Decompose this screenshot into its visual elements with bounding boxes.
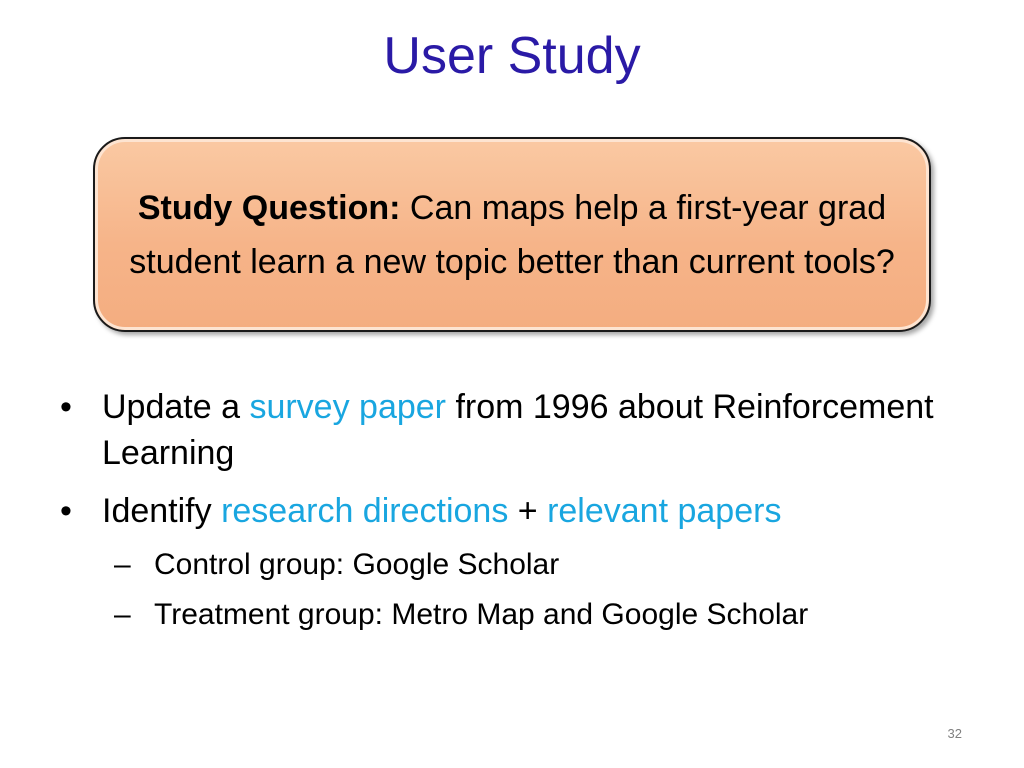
sub-bullet-list [102,540,980,640]
bullet-text: Identify [102,492,222,530]
bullet-text: from 1996 about Reinforcement Learning [102,388,934,472]
sub-bullet-text: Control group: Google Scholar [154,548,560,581]
bullet-text: Update a [102,388,250,426]
sub-bullet-marker: – [114,548,131,581]
bullet-text: + [508,492,548,530]
study-question-label: Study Question: [137,188,401,227]
slide-title: User Study [383,27,641,85]
bullet-item-update [60,384,980,476]
sub-bullet-treatment-group [114,590,980,640]
bullet-list [60,384,980,652]
sub-bullet-control-group [114,540,980,590]
page-number: 32 [947,726,962,741]
sub-bullet-text: Treatment group: Metro Map and Google Scholar [154,598,809,631]
study-question-body: Can maps help a first-year grad student learn a new topic better than current tools? [129,188,895,281]
highlight-relevant-papers: relevant papers [547,492,782,530]
sub-bullet-marker: – [114,598,131,631]
bullet-marker: • [60,492,72,530]
bullet-marker: • [60,388,72,426]
highlight-research-directions: research directions [221,492,509,530]
study-question-box [93,137,931,332]
highlight-survey-paper: survey paper [249,388,446,426]
study-question-text [113,181,911,289]
bullet-item-identify [60,488,980,640]
